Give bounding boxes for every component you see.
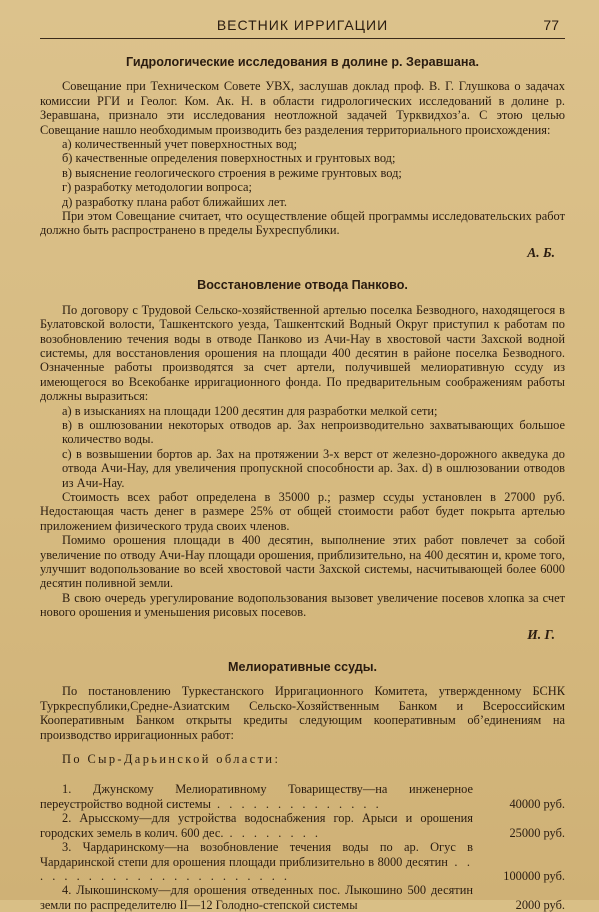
paragraph: Помимо орошения площади в 400 десятин, выполнение этих работ повлечет за собой увеличение по отводу Ачи-Нау площади орошения, приблизительно, на 400 десятин и, кроме того, улучшит водопользование во всей хвостовой части Захской системы, насчитывающей более 6000 десятин поливной земли.	[40, 533, 565, 591]
section-title-pankovo: Восстановление отвода Панково.	[197, 278, 408, 293]
paragraph: По постановлению Туркестанского Ирригационного Комитета, утвержденному БСНК Туркреспублики,Средне-Азиатским Сельско-Хозяйственным Банком и Всероссийским Кооперативным Банком открыты кредиты следующим кооперативным об’единениям на производство ирригационных работ:	[40, 684, 565, 742]
list-item: а) количественный учет поверхностных вод;	[62, 137, 298, 152]
list-item: а) в изысканиях на площади 1200 десятин для разработки мелкой сети;	[62, 403, 438, 418]
loan-amount: 25000 руб.	[509, 825, 565, 840]
section-title-loans: Мелиоративные ссуды.	[227, 660, 378, 675]
loan-text: 3. Чардаринскому—на возобновление течения воды по ар. Огус в Чардаринской степи для орошения площади приблизительно в 8000 десятин . . . . . . . . . . . . . . . . . . . . . . .	[40, 840, 474, 883]
list-item: д) разработку плана работ ближайших лет.	[62, 194, 288, 209]
loan-text: 1. Джунскому Мелиоративному Товариществу—на инженерное переустройство водной системы . . . . . . . . . . . . . .	[40, 782, 473, 811]
loan-entry	[40, 782, 565, 811]
author-signature: И. Г.	[527, 626, 555, 642]
running-header	[40, 14, 565, 39]
journal-title: ВЕСТНИК ИРРИГАЦИИ	[216, 17, 389, 33]
loan-amount: 2000 руб.	[515, 897, 565, 912]
loan-entry	[40, 811, 565, 840]
list-item: с) в возвышении бортов ар. Зах на протяжении 3-х верст от железно-дорожного акведука до отвода Ачи-Нау, для увеличения пропускной способности ар. Зах. d) в ошлюзовании отводов из Ачи-Нау.	[62, 446, 565, 490]
list-item: г) разработку методологии вопроса;	[62, 180, 252, 195]
paragraph: В свою очередь урегулирование водопользования вызовет увеличение посевов хлопка за счет нового орошения и уменьшения рисовых посевов.	[40, 590, 565, 620]
loan-amount: 100000 руб.	[503, 868, 565, 883]
paragraph: При этом Совещание считает, что осуществление общей программы исследовательских работ должно быть распространено в пределы Бухреспублики.	[40, 209, 565, 238]
loan-text: 2. Арысскому—для устройства водоснабжения гор. Арыси и орошения городских земель в колич. 600 дес. . . . . . . . .	[40, 811, 473, 840]
loan-entry	[40, 840, 565, 883]
paragraph: Стоимость всех работ определена в 35000 р.; размер ссуды установлен в 27000 руб. Недостающая часть денег в размере 25% от общей стоимости работ будет покрыта артелью приложением физического труда своих членов.	[40, 489, 565, 533]
list-item: в) выяснение геологического строения в режиме грунтовых вод;	[62, 165, 402, 180]
loan-text: 4. Лыкошинскому—для орошения отведенных пос. Лыкошино 500 десятин земли по распределителю II—12 Голодно-степской системы	[40, 883, 473, 912]
paragraph: Совещание при Техническом Совете УВХ, заслушав доклад проф. В. Г. Глушкова о задачах комиссии РГИ и Геолог. Ком. Ак. Н. в области гидрологических исследований в долине р. Зеравшана, признало эти исследования неотложной задачей Турквидхоз’а. С этою целью Совещание нашло необходимым производить без разделения территориального происхождения:	[40, 79, 565, 137]
page-number: 77	[543, 17, 559, 33]
author-signature: А. Б.	[527, 244, 555, 260]
list-item: б) качественные определения поверхностных и грунтовых вод;	[62, 151, 396, 166]
section-title-hydrology: Гидрологические исследования в долине р. Зеравшана.	[126, 55, 479, 69]
region-heading: По Сыр-Дарьинской области:	[62, 752, 281, 767]
loan-amount: 40000 руб.	[509, 796, 565, 811]
list-item: в) в ошлюзовании некоторых отводов ар. Зах непроизводительно захватывающих большое количество воды.	[62, 417, 565, 447]
loan-entry	[40, 883, 565, 912]
paragraph: По договору с Трудовой Сельско-хозяйственной артелью поселка Безводного, находящегося в Булатовской волости, Ташкентского уезда, Ташкентский Водный Округ приступил к работам по возобновлению течения воды в отводе Панково из Ачи-Нау в хвостовой части Захской водной системы, для восстановления орошения на площади 400 десятин в районе поселка Безводного. Означенные работы производятся за счет артели, получившей мелиоративную ссуду из имеющегося во Всекобанке ирригационного фонда. По предварительным соображениям работы должны выразиться:	[40, 302, 565, 404]
